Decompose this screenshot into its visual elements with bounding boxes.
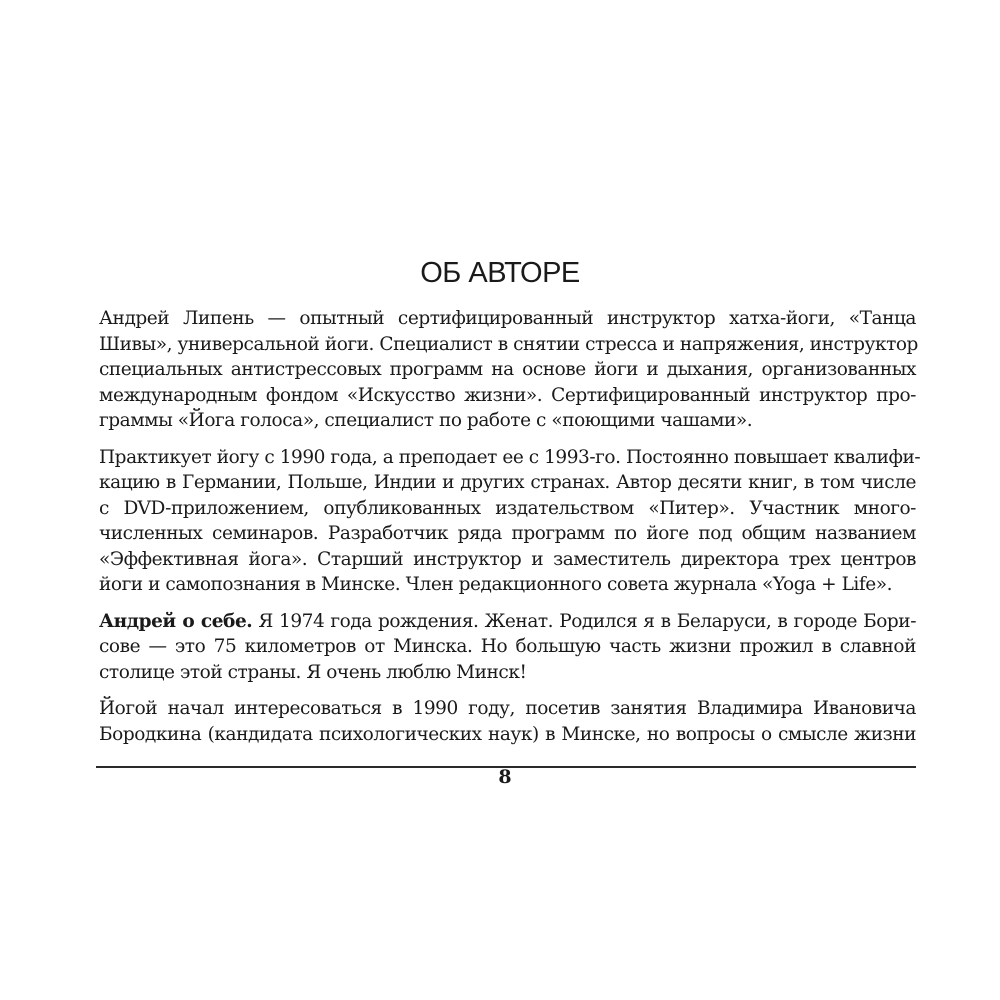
text-line: Шивы», универсальной йоги. Специалист в снятии стресса и напряжения, инструктор (99, 333, 918, 355)
paragraph-lead: Андрей о себе. (99, 610, 253, 632)
text-line: Бородкина (кандидата психологических наук) в Минске, но вопросы о смысле жизни (99, 723, 916, 745)
text-line: граммы «Йога голоса», специалист по работе с «поющими чашами». (99, 410, 753, 431)
text-line-rest: Я 1974 года рождения. Женат. Родился я в Беларуси, в городе Бори- (252, 610, 916, 632)
text-line: специальных антистрессовых программ на основе йоги и дыхания, организованных (99, 359, 916, 380)
text-line: кацию в Германии, Польше, Индии и других странах. Автор десяти книг, в том числе (99, 472, 916, 493)
text-line (99, 609, 916, 635)
text-line: Андрей Липень — опытный сертифицированный инструктор хатха-йоги, «Танца (99, 308, 916, 329)
page-number: 8 (498, 766, 512, 788)
paragraph-yoga-start (99, 696, 916, 747)
text-line: Практикует йогу с 1990 года, а преподает ее с 1993-го. Постоянно повышает квалифи- (99, 446, 921, 468)
text-line: сове — это 75 километров от Минска. Но большую часть жизни прожил в славной (99, 636, 916, 657)
body-text (99, 306, 921, 758)
text-line: численных семинаров. Разработчик ряда программ по йоге под общим названием (99, 523, 916, 544)
paragraph-about-self (99, 609, 916, 686)
paragraph-intro (99, 306, 916, 434)
text-line: йоги и самопознания в Минске. Член редакционного совета журнала «Yoga + Life». (99, 574, 893, 595)
text-line: «Эффективная йога». Старший инструктор и заместитель директора трех центров (99, 548, 916, 570)
text-line: столице этой страны. Я очень люблю Минск! (99, 661, 527, 683)
text-line: Йогой начал интересоваться в 1990 году, посетив занятия Владимира Ивановича (99, 698, 916, 719)
text-line: с DVD-приложением, опубликованных издательством «Питер». Участник много- (99, 497, 916, 519)
paragraph-practice (99, 445, 921, 598)
text-line: международным фондом «Искусство жизни». Сертифицированный инструктор про- (99, 384, 916, 406)
section-heading: ОБ АВТОРЕ (420, 257, 580, 289)
